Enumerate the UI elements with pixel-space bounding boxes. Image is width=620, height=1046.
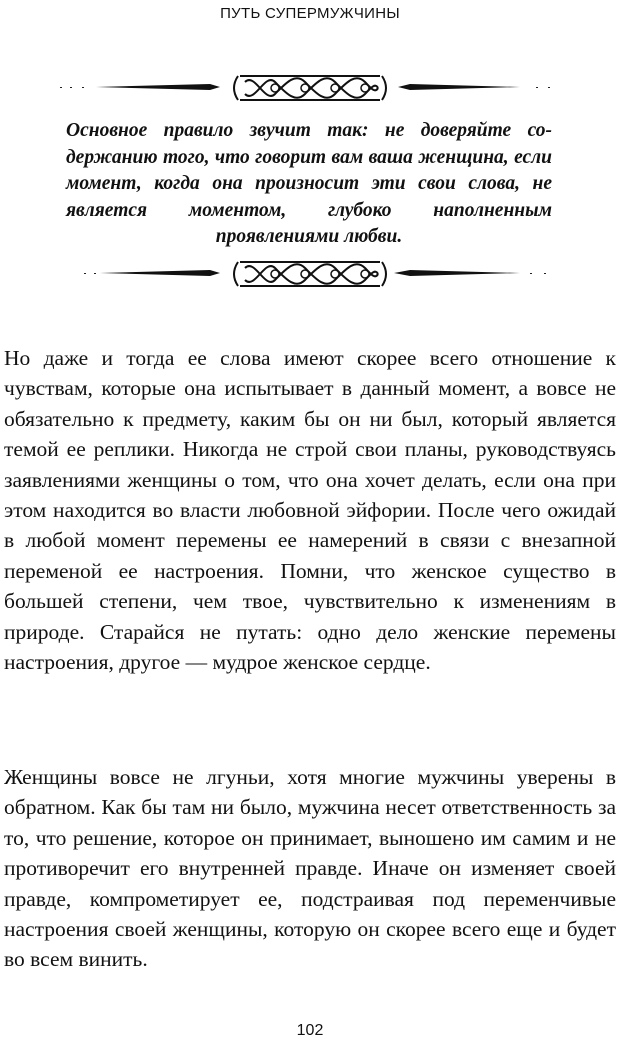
celtic-knot-icon: [84, 262, 546, 286]
running-head: ПУТЬ СУПЕРМУЖЧИНЫ: [220, 5, 400, 22]
body-paragraph: Женщины вовсе не лгуньи, хотя многие мужчины уверены в обратном. Как бы там ни было, мужчина несет ответственность за то, что решение, которое он принимает, выношено им самим и не противоречит его внутренней правде. Иначе он изменяет своей правде, компрометирует ее, подстраивая под переменчивые настроения своей женщины, которую он скорее всего еще и будет во всем винить.: [4, 765, 616, 972]
bottom-ornament: [60, 254, 560, 294]
body-paragraph: Но даже и тогда ее слова имеют скорее всего отношение к чувствам, которые она испытывает в данный момент, а вовсе не обязательно к предмету, каким бы он ни был, который является темой ее реплики. Никогда не строй свои планы, руководствуясь заявлениями женщины о том, что она хочет делать, если она при этом находится во власти любовной эйфории. После чего ожидай в любой момент перемены ее намерений в связи с внезапной переменой ее настроения. Помни, что женское существо в большей степени, чем твое, чувствительно к изменениям в природе. Старайся не путать: одно дело женские перемены настроения, другое — мудрое женское сердце.: [4, 346, 616, 675]
top-ornament: [60, 68, 560, 108]
celtic-knot-icon: [60, 76, 550, 100]
page-number: 102: [296, 1022, 324, 1039]
callout-quote: Основное правило звучит так: не доверяйте содержанию того, что говорит вам ваша женщина, если момент, когда она произносит эти свои слова, не является моментом, глубоко наполненным проявлениями любви.: [66, 120, 552, 247]
